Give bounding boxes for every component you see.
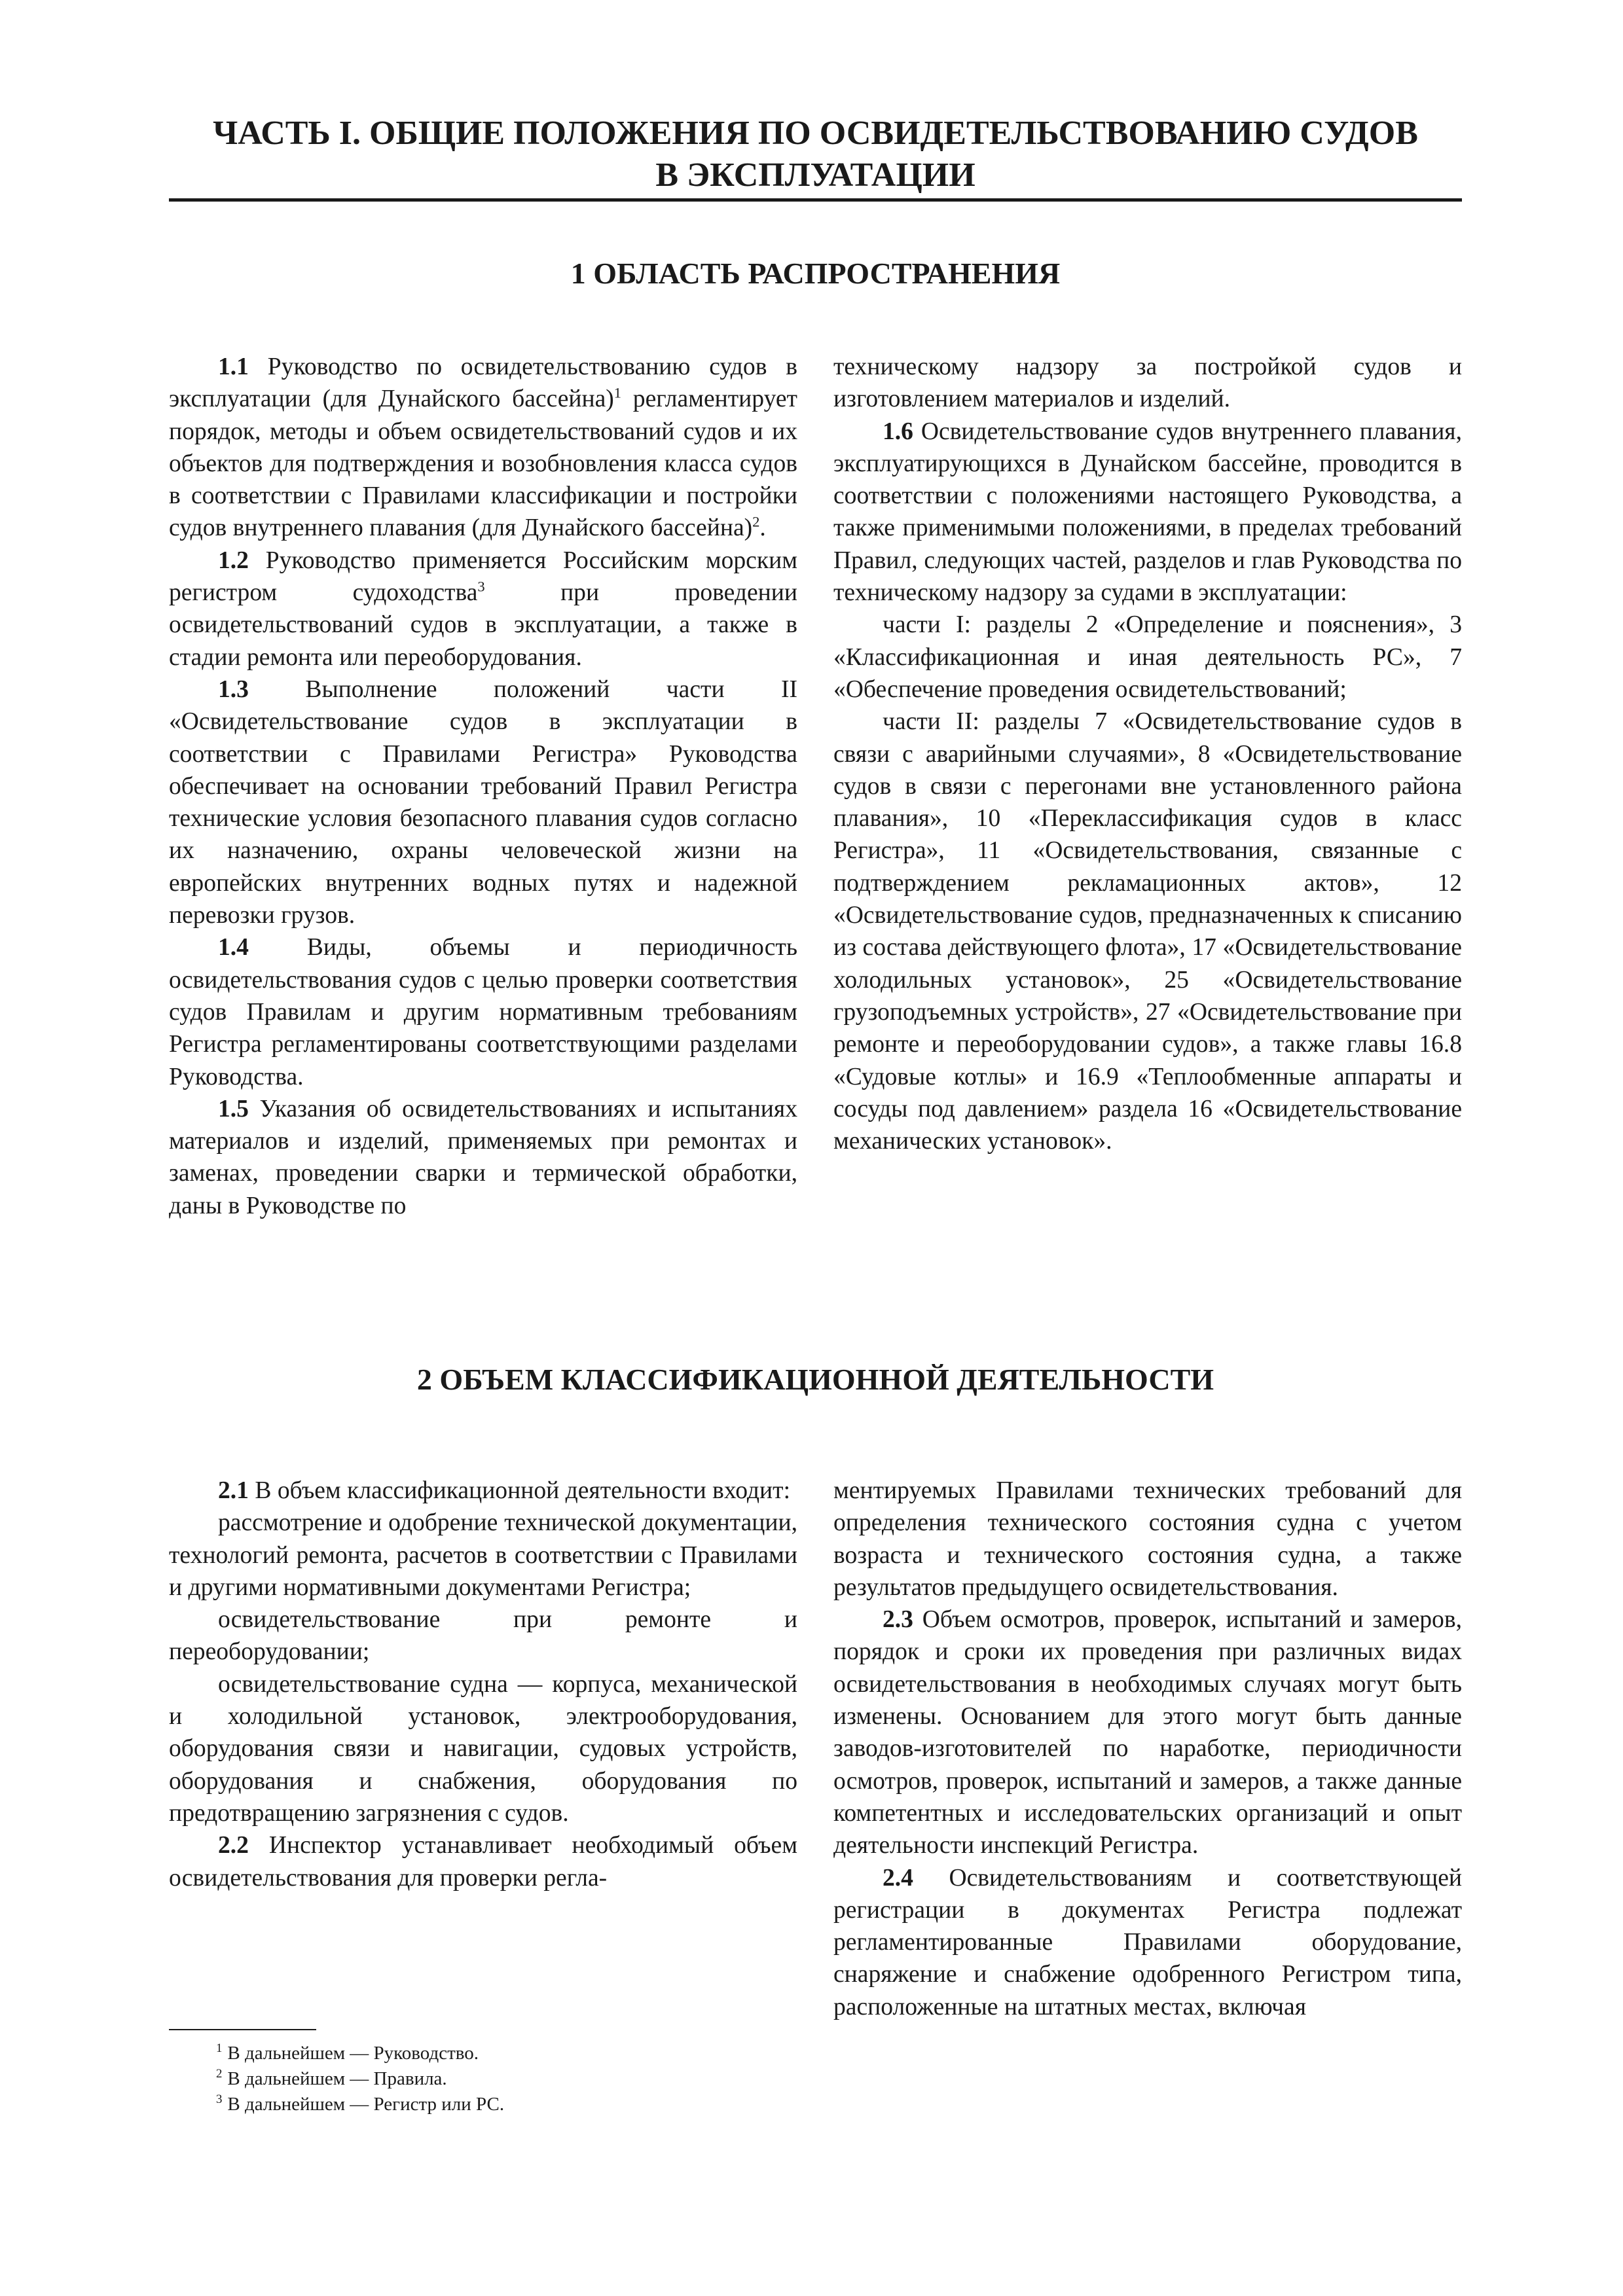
section-2-heading: 2 ОБЪЕМ КЛАССИФИКАЦИОННОЙ ДЕЯТЕЛЬНОСТИ — [416, 1363, 1214, 1396]
paragraph-2-2-continued: ментируемых Правилами технических требований для определения технического состояния судна с учетом возраста и технического состояния судна, а также результатов предыдущего освидетельствования. — [833, 1477, 1462, 1601]
paragraph-text: Указания об освидетельствованиях и испытаниях материалов и изделий, применяемых при ремонтах и заменах, проведении сварки и термической обработки, даны в Руководстве по — [169, 1095, 797, 1219]
paragraph-1-6 — [833, 416, 1462, 609]
paragraph-1-2 — [169, 545, 797, 673]
paragraph-part-2-list: части II: разделы 7 «Освидетельствование судов в связи с аварийными случаями», 8 «Освидетельствование судов в связи с перегонами вне установленного района плавания», 10 «Переклассификация судов в класс Регистра», 11 «Освидетельствования, связанные с подтверждением рекламационных актов», 12 «Освидетельствование судов, предназначенных к списанию из состава действующего флота», 17 «Освидетельствование холодильных установок», 25 «Освидетельствование грузоподъемных устройств», 27 «Освидетельствование при ремонте и переоборудовании судов», а также главы 16.8 «Судовые котлы» и 16.9 «Теплообменные аппараты и сосуды под давлением» раздела 16 «Освидетельствование механических установок». — [833, 708, 1462, 1155]
list-item: рассмотрение и одобрение технической документации, технологий ремонта, расчетов в соответствии с Правилами и другими нормативными документами Регистра; — [169, 1509, 797, 1601]
footnote-mark: 1 — [216, 2041, 223, 2056]
footnote-mark: 2 — [216, 2067, 223, 2081]
paragraph-text: Виды, объемы и периодичность освидетельствования судов с целью проверки соответствия судов Правилам и другим нормативным требованиям Регистра регламентированы соответствующими разделами Руководства. — [169, 934, 797, 1090]
paragraph-text: Освидетельствование судов внутреннего плавания, эксплуатирующихся в Дунайском бассейне, проводится в соответствии с положениями настоящего Руководства, а также применимыми положениями, в пределах требований Правил, следующих частей, разделов и глав Руководства по техническому надзору за судами в эксплуатации: — [833, 418, 1462, 607]
paragraph-text: Выполнение положений части II «Освидетельствование судов в эксплуатации в соответствии с Правилами Регистра» Руководства обеспечивает на основании требований Правил Регистра технические условия безопасного плавания судов согласно их назначению, охраны человеческой жизни на европейских внутренних водных путях и надежной перевозки грузов. — [169, 675, 797, 929]
paragraph-text: Руководство применяется Российским морским регистром судоходства — [169, 547, 797, 607]
list-item: освидетельствование судна — корпуса, механической и холодильной установок, электрооборудования, оборудования связи и навигации, судовых устройств, оборудования и снабжения, оборудования по предотвращению загрязнения с судов. — [169, 1670, 797, 1827]
paragraph-1-3 — [169, 673, 797, 931]
paragraph-number: 1.2 — [218, 547, 249, 574]
paragraph-number: 2.4 — [883, 1864, 913, 1892]
section-1-heading: 1 ОБЛАСТЬ РАСПРОСТРАНЕНИЯ — [570, 257, 1061, 290]
footnote-ref: 3 — [477, 578, 485, 595]
section-2-left-column — [169, 1475, 797, 1894]
section-1-right-column — [833, 351, 1462, 1157]
paragraph-2-4 — [833, 1862, 1462, 2023]
footnote-text: В дальнейшем — Регистр или РС. — [227, 2094, 505, 2115]
paragraph-2-3 — [833, 1604, 1462, 1861]
paragraph-text: Руководство по освидетельствованию судов в эксплуатации (для Дунайского бассейна) — [169, 353, 797, 413]
list-item: освидетельствование при ремонте и переоборудовании; — [169, 1606, 797, 1666]
paragraph-text: при проведении освидетельствований судов в эксплуатации, а также в стадии ремонта или переоборудования. — [169, 579, 797, 671]
paragraph-number: 1.5 — [218, 1095, 249, 1122]
footnote-rule — [169, 2029, 316, 2030]
footnote-1 — [216, 2041, 805, 2066]
paragraph-1-4 — [169, 931, 797, 1092]
paragraph-number: 1.3 — [218, 675, 249, 703]
paragraph-text: Объем осмотров, проверок, испытаний и замеров, порядок и сроки их проведения при различных видах освидетельствования в необходимых случаях могут быть изменены. Основанием для этого могут быть данные заводов-изготовителей по наработке, периодичности осмотров, проверок, испытаний и замеров, а также данные компетентных и исследовательских организаций и опыт деятельности инспекций Регистра. — [833, 1606, 1462, 1859]
footnote-mark: 3 — [216, 2092, 223, 2107]
paragraph-number: 1.4 — [218, 934, 249, 961]
paragraph-number: 1.6 — [883, 418, 913, 445]
section-1-left-column — [169, 351, 797, 1222]
paragraph-number: 1.1 — [218, 353, 249, 380]
paragraph-number: 2.2 — [218, 1832, 249, 1859]
paragraph-2-2 — [169, 1829, 797, 1894]
page-title-line-1: ЧАСТЬ I. ОБЩИЕ ПОЛОЖЕНИЯ ПО ОСВИДЕТЕЛЬСТВОВАНИЮ СУДОВ — [213, 115, 1418, 152]
footnote-ref: 2 — [752, 513, 760, 530]
paragraph-number: 2.3 — [883, 1606, 913, 1634]
title-rule — [169, 198, 1462, 202]
paragraph-text: В объем классификационной деятельности входит: — [255, 1477, 791, 1504]
paragraph-2-1 — [169, 1475, 797, 1507]
paragraph-text: регламентирует порядок, методы и объем освидетельствований судов и их объектов для подтверждения и возобновления класса судов в соответствии с Правилами классификации и постройки судов внутреннего плавания (для Дунайского бассейна) — [169, 386, 797, 542]
footnote-text: В дальнейшем — Правила. — [227, 2068, 447, 2089]
paragraph-text: Инспектор устанавливает необходимый объем освидетельствования для проверки регла- — [169, 1832, 797, 1892]
paragraph-text: Освидетельствованиям и соответствующей регистрации в документах Регистра подлежат регламентированные Правилами оборудование, снаряжение и снабжение одобренного Регистром типа, расположенные на штатных местах, включая — [833, 1864, 1462, 2020]
paragraph-number: 2.1 — [218, 1477, 249, 1504]
footnote-text: В дальнейшем — Руководство. — [227, 2043, 479, 2064]
paragraph-text: . — [759, 514, 766, 542]
paragraph-1-1 — [169, 351, 797, 545]
footnote-3 — [216, 2092, 805, 2117]
footnote-ref: 1 — [613, 384, 622, 401]
footnote-2 — [216, 2066, 805, 2092]
paragraph-part-1-list: части I: разделы 2 «Определение и пояснения», 3 «Классификационная и иная деятельность РС», 7 «Обеспечение проведения освидетельствований; — [833, 611, 1462, 703]
section-2-right-column — [833, 1475, 1462, 2023]
page-title — [169, 113, 1462, 196]
page-title-line-2: В ЭКСПЛУАТАЦИИ — [655, 156, 976, 194]
paragraph-1-5 — [169, 1093, 797, 1222]
footnotes — [216, 2041, 805, 2117]
paragraph-1-5-continued: техническому надзору за постройкой судов и изготовлением материалов и изделий. — [833, 353, 1462, 413]
